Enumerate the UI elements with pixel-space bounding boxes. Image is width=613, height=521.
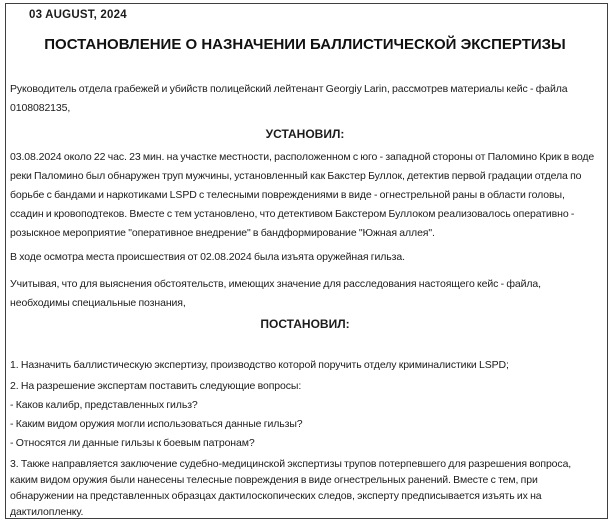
question-item: - Каков калибр, представленных гильз? (10, 399, 198, 411)
facts-paragraph: 03.08.2024 около 22 час. 23 мин. на участке местности, расположенном с юго - западной стороны от Паломино Крик в воде реки Паломино был обнаружен труп мужчины, установленный как Бакстер Буллок, детектив первой градации отдела по борьбе с бандами и наркотиками LSPD с телесными повреждениями в виде - огнестрельной раны в области головы, ссадин и кровоподтеков. Вместе с тем установлено, что детективом Бакстером Буллоком реализовалось оперативно - розыскное мероприятие "оперативное внедрение" в бандформирование "Южная аллея". (10, 151, 595, 239)
document-title: ПОСТАНОВЛЕНИЕ О НАЗНАЧЕНИИ БАЛЛИСТИЧЕСКОЙ ЭКСПЕРТИЗЫ (44, 36, 566, 53)
established-heading: УСТАНОВИЛ: (265, 127, 345, 141)
document-date: 03 AUGUST, 2024 (29, 9, 127, 21)
document-frame (5, 3, 608, 519)
resolution-point-1: 1. Назначить баллистическую экспертизу, производство которой поручить отделу криминалистики LSPD; (10, 359, 509, 371)
resolution-point-3: 3. Также направляется заключение судебно-медицинской экспертизы трупов потерпевшего для разрешения вопроса, каким видом оружия были нанесены телесные повреждения в виде огнестрельных ранений. Вместе с тем, при обнаружении на представленных образцах дактилоскопических следов, эксперту предписывается изъять их на дактилопленку. (10, 458, 572, 518)
questions-intro: 2. На разрешение экспертам поставить следующие вопросы: (10, 380, 302, 392)
resolved-heading: ПОСТАНОВИЛ: (260, 317, 350, 331)
considering-paragraph: Учитывая, что для выяснения обстоятельств, имеющих значение для расследования настоящего кейс - файла, необходимы специальные познания, (10, 278, 541, 309)
scene-inspection-paragraph: В ходе осмотра места происшествия от 02.08.2024 была изъята оружейная гильза. (10, 251, 405, 263)
question-item: - Каким видом оружия могли использоваться данные гильзы? (10, 418, 303, 430)
resolution-point-2 (10, 377, 600, 453)
preamble-paragraph: Руководитель отдела грабежей и убийств полицейский лейтенант Georgiy Larin, рассмотрев материалы кейс - файла 0108082135, (10, 83, 568, 114)
question-item: - Относятся ли данные гильзы к боевым патронам? (10, 437, 255, 449)
